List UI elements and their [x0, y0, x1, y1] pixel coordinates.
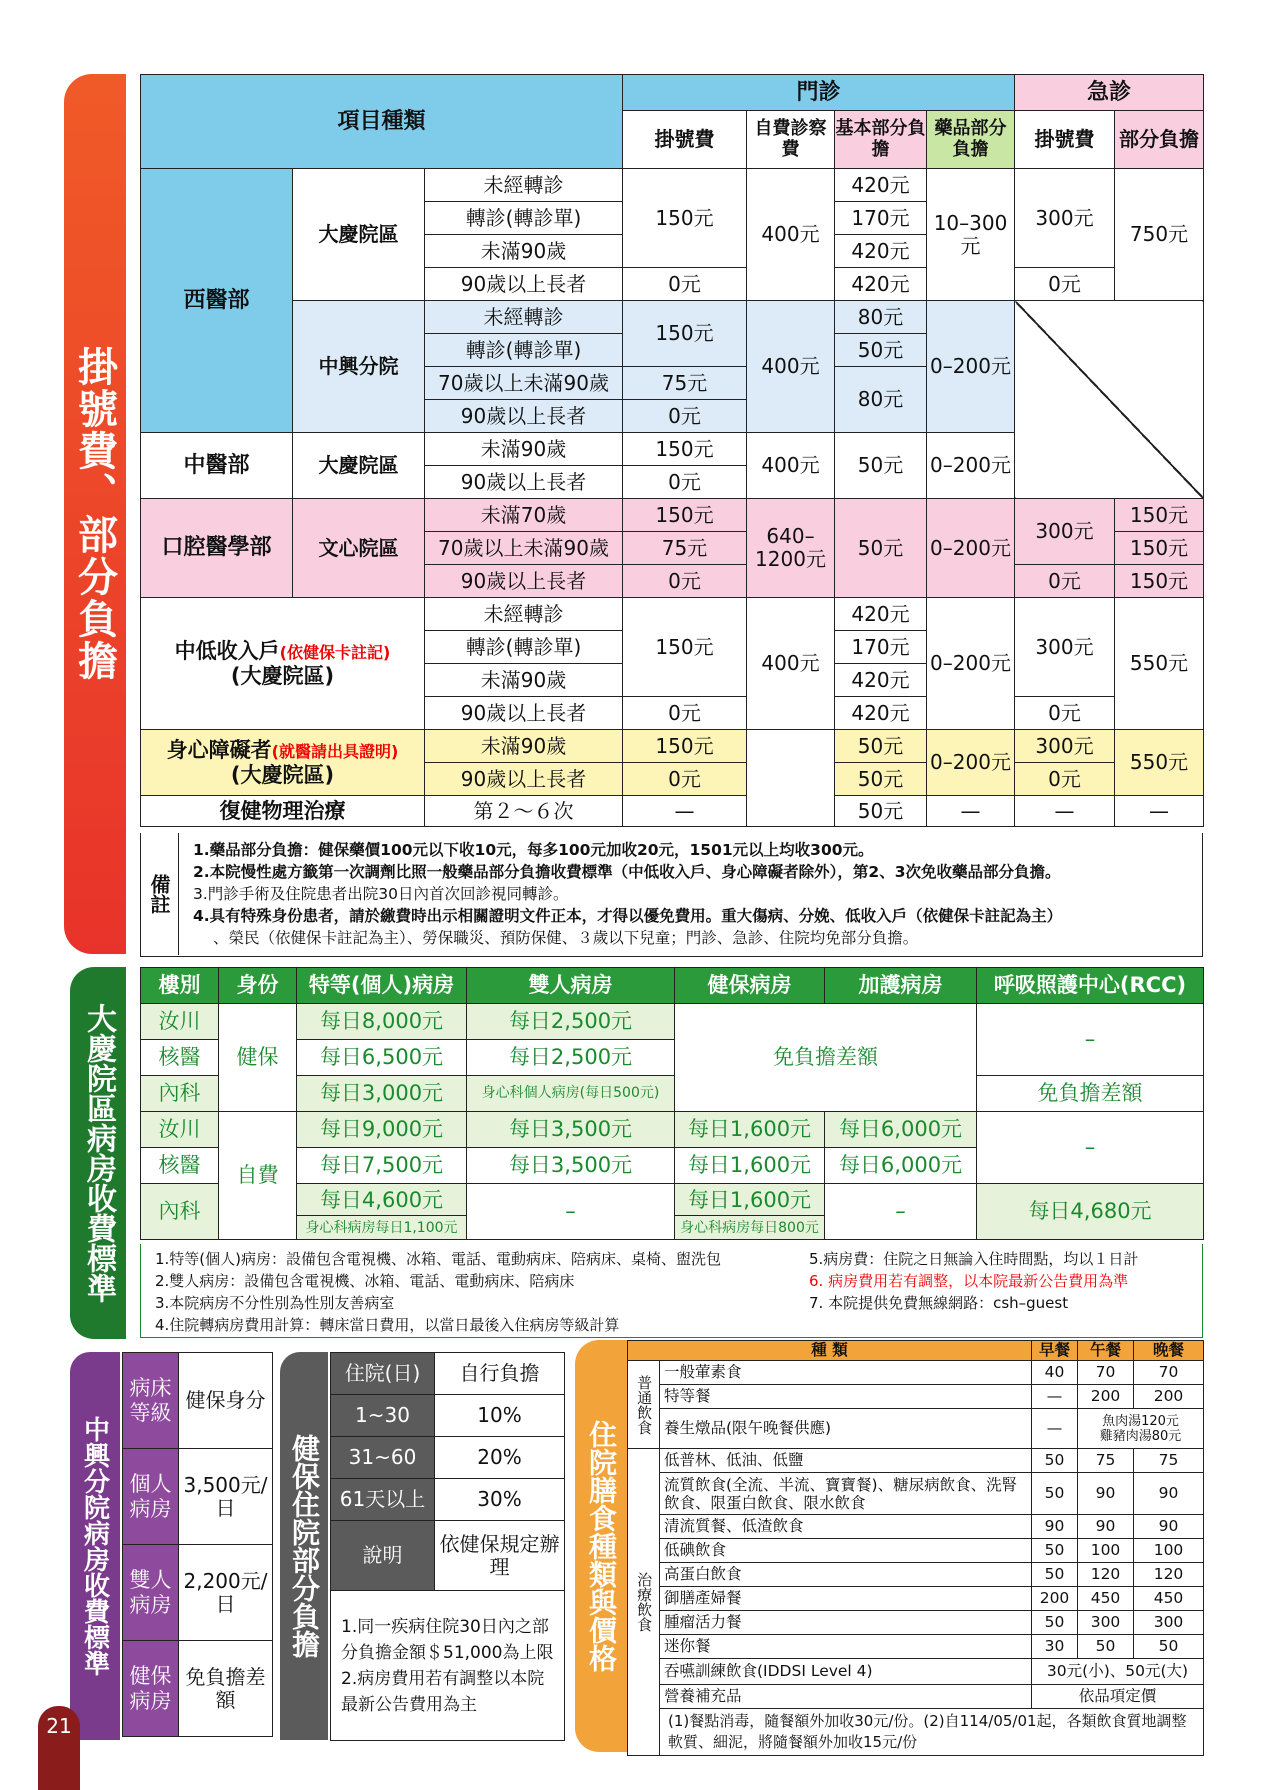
val: 50元	[835, 334, 927, 367]
zx-table	[122, 1352, 273, 1737]
zx-r3: 健保病房	[123, 1641, 179, 1737]
meal-group-normal: 普通飲食	[628, 1361, 660, 1449]
zx-r2: 雙人病房	[123, 1545, 179, 1641]
val: 150元	[1115, 565, 1204, 598]
meal-note: (1)餐點消毒，隨餐額外加收30元/份。(2)自114/05/01起，各類飲食質地調整軟質、細泥，將隨餐額外加收15元/份	[660, 1709, 1204, 1756]
val: 0元	[1015, 763, 1115, 796]
ward-note-4: 4.住院轉病房費用計算：轉床當日費用，以當日最後入住病房等級計算	[155, 1316, 620, 1334]
meal-name: 御膳產婦餐	[660, 1587, 1032, 1611]
cat-70-90: 70歲以上未滿90歲	[425, 532, 623, 565]
val: 170元	[835, 631, 927, 664]
ward-h-double: 雙人病房	[467, 968, 675, 1004]
meal-v: 90	[1134, 1515, 1204, 1539]
disab-loc: (大慶院區)	[230, 762, 335, 787]
west-zx: 中興分院	[293, 301, 425, 433]
ward-h-icu: 加護病房	[825, 968, 977, 1004]
meal-v: 100	[1134, 1539, 1204, 1563]
tab-registration	[64, 74, 126, 954]
meal-v: 70	[1078, 1361, 1134, 1385]
meal-name: 營養補充品	[660, 1685, 1032, 1709]
val: —	[1015, 796, 1115, 827]
ward-note-3: 3.本院病房不分性別為性別友善病室	[155, 1294, 395, 1312]
val: 每日9,000元	[297, 1112, 467, 1148]
val: 0–200元	[927, 301, 1015, 433]
tab-ward-dq-label: 大慶院區病房收費標準	[81, 1003, 116, 1303]
lowinc-loc: (大慶院區)	[230, 663, 335, 688]
val: 身心科病房每日1,100元	[297, 1215, 466, 1239]
cat-nonref: 未經轉診	[425, 169, 623, 202]
meal-v: 90	[1078, 1515, 1134, 1539]
val: 每日8,000元	[297, 1004, 467, 1040]
ward-h-rcc: 呼吸照護中心(RCC)	[977, 968, 1204, 1004]
meal-v: 450	[1078, 1587, 1134, 1611]
val: 每日2,500元	[467, 1040, 675, 1076]
chinese-dq: 大慶院區	[293, 433, 425, 499]
val: 50元	[835, 730, 927, 763]
meal-group-therapy: 治療飲食	[628, 1449, 660, 1756]
meal-v: 30	[1032, 1635, 1078, 1659]
meal-v: 200	[1032, 1587, 1078, 1611]
cat-nonref: 未經轉診	[425, 301, 623, 334]
meal-v: 50	[1032, 1563, 1078, 1587]
cat-ref: 轉診(轉診單)	[425, 631, 623, 664]
tab-registration-label: 掛號費、部分負擔	[71, 346, 118, 682]
meal-table	[627, 1340, 1204, 1756]
meal-name: 迷你餐	[660, 1635, 1032, 1659]
rehab-visits: 第２～６次	[425, 796, 623, 827]
nhi-exp: 說明	[331, 1521, 435, 1591]
header-er-copay: 部分負擔	[1115, 111, 1204, 169]
val: 170元	[835, 202, 927, 235]
tab-ward-zx-label: 中興分院病房收費標準	[79, 1416, 110, 1676]
note-3: 3.門診手術及住院患者出院30日內首次回診視同轉診。	[193, 885, 569, 903]
val: 每日4,680元	[977, 1184, 1204, 1240]
zx-v3: 免負擔差額	[179, 1641, 273, 1737]
nhi-note-1: 1.同一疾病住院30日內之部分負擔金額＄51,000為上限	[341, 1616, 554, 1663]
floor: 內科	[141, 1076, 219, 1112]
registration-table	[140, 74, 1204, 827]
meal-v: 40	[1032, 1361, 1078, 1385]
zx-v2: 2,200元/日	[179, 1545, 273, 1641]
meal-v: 100	[1078, 1539, 1134, 1563]
tab-nhi-label: 健保住院部分負擔	[288, 1434, 321, 1658]
val: 300元	[1015, 169, 1115, 268]
header-self-pay: 自費診察費	[747, 111, 835, 169]
val: 免負擔差額	[675, 1004, 977, 1112]
val: 10–300元	[927, 169, 1015, 301]
row-chinese: 中醫部	[141, 433, 293, 499]
val: 每日7,500元	[297, 1148, 467, 1184]
val: 50元	[835, 499, 927, 598]
diagonal-cell	[1015, 301, 1204, 499]
empty	[747, 730, 835, 827]
meal-v: 90	[1032, 1515, 1078, 1539]
nhi-h2: 自行負擔	[435, 1353, 565, 1395]
nhi-note-2: 2.病房費用若有調整以本院最新公告費用為主	[341, 1668, 545, 1715]
val: 0–200元	[927, 598, 1015, 730]
val: 400元	[747, 301, 835, 433]
meal-name: 特等餐	[660, 1385, 1032, 1409]
val: 150元	[623, 301, 747, 367]
val: 0元	[623, 466, 747, 499]
nhi-exp-v: 依健保規定辦理	[435, 1521, 565, 1591]
note-2: 2.本院慢性處方籤第一次調劑比照一般藥品部分負擔收費標準（中低收入戶、身心障礙者除外），第2、3次免收藥品部分負擔。	[193, 863, 1061, 881]
ward-note-5: 5.病房費：住院之日無論入住時間點，均以１日計	[809, 1250, 1139, 1268]
cat-nonref: 未經轉診	[425, 598, 623, 631]
val: –	[977, 1112, 1204, 1184]
val: 0元	[623, 763, 747, 796]
zx-h2: 健保身分	[179, 1353, 273, 1449]
meal-name: 腫瘤活力餐	[660, 1611, 1032, 1635]
floor: 核醫	[141, 1040, 219, 1076]
val: 550元	[1115, 598, 1204, 730]
floor: 內科	[141, 1184, 219, 1240]
val: 150元	[623, 730, 747, 763]
val: —	[1115, 796, 1204, 827]
meal-v: 90	[1134, 1473, 1204, 1515]
val: 0元	[623, 400, 747, 433]
val: 420元	[835, 598, 927, 631]
meal-h-d: 晚餐	[1134, 1341, 1204, 1361]
cat-90: 90歲以上長者	[425, 697, 623, 730]
zx-h1: 病床等級	[123, 1353, 179, 1449]
val: 75元	[623, 367, 747, 400]
meal-v: 70	[1134, 1361, 1204, 1385]
zx-r1: 個人病房	[123, 1449, 179, 1545]
val: 420元	[835, 169, 927, 202]
val: —	[623, 796, 747, 827]
val: 每日6,000元	[825, 1148, 977, 1184]
val: —	[927, 796, 1015, 827]
nhi-d: 1~30	[331, 1395, 435, 1437]
meal-v: 依品項定價	[1032, 1685, 1204, 1709]
id-self: 自費	[219, 1112, 297, 1240]
nhi-cell	[675, 1184, 825, 1240]
cat-ref: 轉診(轉診單)	[425, 334, 623, 367]
val: 50元	[835, 433, 927, 499]
meal-v: 75	[1134, 1449, 1204, 1473]
val: 身心科病房每日800元	[675, 1215, 824, 1239]
ward-h-floor: 樓別	[141, 968, 219, 1004]
meal-v: 90	[1078, 1473, 1134, 1515]
val: 每日2,500元	[467, 1004, 675, 1040]
cat-90: 90歲以上長者	[425, 565, 623, 598]
meal-v: 120	[1134, 1563, 1204, 1587]
id-nhi: 健保	[219, 1004, 297, 1112]
meal-name: 高蛋白飲食	[660, 1563, 1032, 1587]
meal-v: 50	[1032, 1473, 1078, 1515]
meal-name: 低普林、低油、低鹽	[660, 1449, 1032, 1473]
header-outpatient: 門診	[623, 75, 1015, 111]
nhi-table	[330, 1352, 565, 1741]
val: 550元	[1115, 730, 1204, 796]
cat-u90: 未滿90歲	[425, 664, 623, 697]
nhi-d: 61天以上	[331, 1479, 435, 1521]
val: 0–200元	[927, 730, 1015, 796]
meal-name: 低碘飲食	[660, 1539, 1032, 1563]
meal-v: 50	[1032, 1611, 1078, 1635]
val: 每日6,000元	[825, 1112, 977, 1148]
val: 150元	[623, 433, 747, 466]
floor: 核醫	[141, 1148, 219, 1184]
val: 每日1,600元	[675, 1148, 825, 1184]
val: 420元	[835, 235, 927, 268]
val: 420元	[835, 664, 927, 697]
meal-v: 30元(小)、50元(大)	[1032, 1659, 1204, 1685]
floor: 汝川	[141, 1112, 219, 1148]
meal-v: 120	[1078, 1563, 1134, 1587]
val: 50元	[835, 796, 927, 827]
meal-v: 50	[1032, 1539, 1078, 1563]
val: 80元	[835, 301, 927, 334]
val: 300元	[1015, 499, 1115, 565]
tab-meal	[575, 1340, 627, 1752]
cat-ref: 轉診(轉診單)	[425, 202, 623, 235]
note-4b: 、榮民（依健保卡註記為主）、勞保職災、預防保健、３歲以下兒童；門診、急診、住院均免部分負擔。	[213, 929, 919, 947]
val: 750元	[1115, 169, 1204, 301]
val: 身心科個人病房(每日500元)	[467, 1076, 675, 1112]
meal-soup-chicken: 雞豬肉湯80元	[1099, 1428, 1182, 1444]
nhi-notes	[331, 1591, 565, 1741]
val: 150元	[623, 598, 747, 697]
cat-70-90: 70歲以上未滿90歲	[425, 367, 623, 400]
note-1: 1.藥品部分負擔：健保藥價100元以下收10元，每多100元加收20元，1501元以上均收300元。	[193, 841, 874, 859]
val: 0元	[1015, 268, 1115, 301]
val: 0–200元	[927, 433, 1015, 499]
meal-v: 75	[1078, 1449, 1134, 1473]
ward-note-7: 7. 本院提供免費無線網路：csh–guest	[809, 1294, 1069, 1312]
val: –	[467, 1184, 675, 1240]
val: 每日6,500元	[297, 1040, 467, 1076]
special-cell	[297, 1184, 467, 1240]
meal-name: 清流質餐、低渣飲食	[660, 1515, 1032, 1539]
notes-box	[140, 833, 1203, 957]
val: 300元	[1015, 598, 1115, 697]
header-emergency: 急診	[1015, 75, 1204, 111]
meal-name: 養生燉品(限午晚餐供應)	[660, 1409, 1032, 1449]
meal-soup-fish: 魚肉湯120元	[1102, 1413, 1179, 1429]
meal-h-b: 早餐	[1032, 1341, 1078, 1361]
val: 0元	[623, 565, 747, 598]
val: 0元	[1015, 697, 1115, 730]
cat-u70: 未滿70歲	[425, 499, 623, 532]
cat-90: 90歲以上長者	[425, 763, 623, 796]
val: –	[825, 1184, 977, 1240]
floor: 汝川	[141, 1004, 219, 1040]
val: 400元	[747, 169, 835, 301]
meal-v: 50	[1078, 1635, 1134, 1659]
val: 0元	[623, 268, 747, 301]
meal-v: —	[1032, 1385, 1078, 1409]
header-basic-copay: 基本部分負擔	[835, 111, 927, 169]
val: 每日3,500元	[467, 1112, 675, 1148]
val: 免負擔差額	[977, 1076, 1204, 1112]
meal-v: 200	[1078, 1385, 1134, 1409]
nhi-p: 20%	[435, 1437, 565, 1479]
ward-h-special: 特等(個人)病房	[297, 968, 467, 1004]
ward-h-nhi: 健保病房	[675, 968, 825, 1004]
cat-90: 90歲以上長者	[425, 268, 623, 301]
disab-label: 身心障礙者	[166, 738, 272, 763]
val: 420元	[835, 697, 927, 730]
header-item: 項目種類	[141, 75, 623, 169]
lowinc-label: 中低收入戶	[174, 639, 280, 664]
row-rehab: 復健物理治療	[141, 796, 425, 827]
val: 每日1,600元	[687, 1187, 812, 1212]
page-number: 21	[38, 1706, 80, 1790]
meal-h-type: 種 類	[628, 1341, 1032, 1361]
header-er-reg: 掛號費	[1015, 111, 1115, 169]
val: 150元	[623, 499, 747, 532]
meal-v: 300	[1134, 1611, 1204, 1635]
nhi-h1: 住院(日)	[331, 1353, 435, 1395]
meal-v: 50	[1032, 1449, 1078, 1473]
cat-u90: 未滿90歲	[425, 433, 623, 466]
cat-u90: 未滿90歲	[425, 730, 623, 763]
meal-h-l: 午餐	[1078, 1341, 1134, 1361]
tab-ward-dq	[70, 967, 126, 1339]
val: 400元	[747, 598, 835, 730]
row-west: 西醫部	[141, 169, 293, 433]
ward-note-2: 2.雙人病房：設備包含電視機、冰箱、電話、電動病床、陪病床	[155, 1272, 575, 1290]
dental-wx: 文心院區	[293, 499, 425, 598]
cat-90: 90歲以上長者	[425, 466, 623, 499]
ward-notes-box	[140, 1244, 1203, 1338]
val: 400元	[747, 433, 835, 499]
meal-v: —	[1032, 1409, 1078, 1449]
cat-u90: 未滿90歲	[425, 235, 623, 268]
nhi-p: 30%	[435, 1479, 565, 1521]
val: 每日3,000元	[297, 1076, 467, 1112]
val: 0–200元	[927, 499, 1015, 598]
meal-name: 流質飲食(全流、半流、寶寶餐)、糖尿病飲食、洗腎飲食、限蛋白飲食、限水飲食	[660, 1473, 1032, 1515]
val: 420元	[835, 268, 927, 301]
val: 80元	[835, 367, 927, 433]
ward-note-6: 6. 病房費用若有調整，以本院最新公告費用為準	[809, 1272, 1129, 1290]
header-reg-fee: 掛號費	[623, 111, 747, 169]
val: 每日1,600元	[675, 1112, 825, 1148]
val: 150元	[1115, 532, 1204, 565]
tab-nhi	[280, 1352, 328, 1740]
val: 每日4,600元	[319, 1187, 444, 1212]
disab-note: (就醫請出具證明)	[271, 742, 399, 762]
meal-v: 450	[1134, 1587, 1204, 1611]
tab-ward-zx	[70, 1352, 120, 1740]
meal-v: 300	[1078, 1611, 1134, 1635]
west-dq: 大慶院區	[293, 169, 425, 301]
row-disab	[141, 730, 425, 796]
meal-v: 200	[1134, 1385, 1204, 1409]
zx-v1: 3,500元/日	[179, 1449, 273, 1545]
ward-h-id: 身份	[219, 968, 297, 1004]
meal-name: 吞嚥訓練飲食(IDDSI Level 4)	[660, 1659, 1032, 1685]
meal-soup	[1078, 1409, 1204, 1449]
row-dental: 口腔醫學部	[141, 499, 293, 598]
meal-v: 50	[1134, 1635, 1204, 1659]
val: –	[977, 1004, 1204, 1076]
nhi-p: 10%	[435, 1395, 565, 1437]
ward-note-1: 1.特等(個人)病房：設備包含電視機、冰箱、電話、電動病床、陪病床、桌椅、盥洗包	[155, 1250, 722, 1268]
row-lowinc	[141, 598, 425, 730]
meal-name: 一般葷素食	[660, 1361, 1032, 1385]
val: 150元	[623, 169, 747, 268]
ward-table	[140, 967, 1204, 1240]
val: 300元	[1015, 730, 1115, 763]
header-drug-copay: 藥品部分負擔	[927, 111, 1015, 169]
notes-label: 備註	[141, 833, 179, 955]
tab-meal-label: 住院膳食種類與價格	[585, 1420, 618, 1672]
cat-90: 90歲以上長者	[425, 400, 623, 433]
val: 50元	[835, 763, 927, 796]
note-4: 4.具有特殊身份患者，請於繳費時出示相關證明文件正本，才得以優免費用。重大傷病、分娩、低收入戶（依健保卡註記為主）	[193, 907, 1063, 925]
lowinc-note: (依健保卡註記)	[279, 643, 391, 663]
val: 0元	[1015, 565, 1115, 598]
val: 150元	[1115, 499, 1204, 532]
nhi-d: 31~60	[331, 1437, 435, 1479]
val: 640–1200元	[747, 499, 835, 598]
val: 0元	[623, 697, 747, 730]
val: 每日3,500元	[467, 1148, 675, 1184]
val: 75元	[623, 532, 747, 565]
